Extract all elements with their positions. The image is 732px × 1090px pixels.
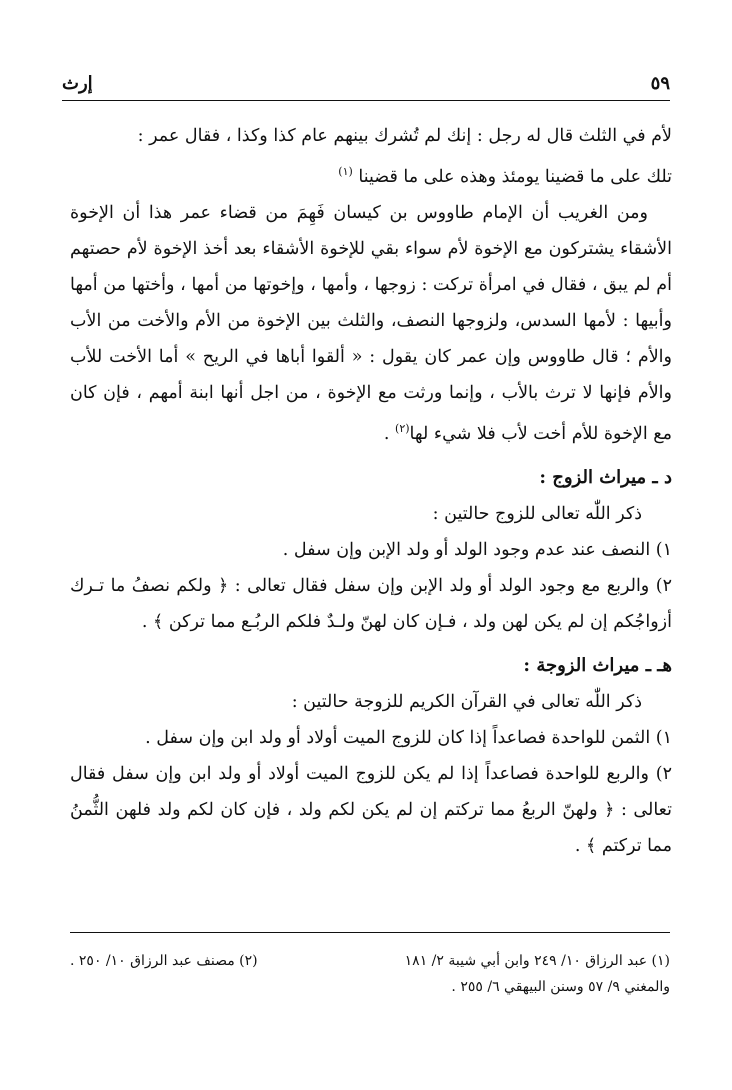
footnote-ref-1: (١) bbox=[338, 165, 353, 178]
page-header bbox=[62, 70, 670, 96]
running-title: إرث bbox=[62, 72, 93, 94]
paragraph-1-line-1: لأم في الثلث قال له رجل : إنك لم تُشرك بينهم عام كذا وكذا ، فقال عمر : bbox=[137, 126, 672, 146]
paragraph-2-end: . bbox=[383, 423, 396, 444]
main-text bbox=[70, 118, 672, 864]
footnote-divider bbox=[70, 932, 670, 933]
footnote-row-1 bbox=[70, 948, 670, 974]
footnote-1: (١) عبد الرزاق ١٠/ ٢٤٩ وابن أبي شيبة ٢/ ١٨١ bbox=[404, 953, 670, 969]
section-h-item-1: ١) الثمن للواحدة فصاعداً إذا كان للزوج الميت أولاد أو ولد ابن وإن سفل . bbox=[145, 727, 672, 748]
paragraph-1-line-2: تلك على ما قضينا يومئذ وهذه على ما قضينا bbox=[358, 166, 672, 187]
paragraph-2-text: ومن الغريب أن الإمام طاووس بن كيسان فَهِمَ من قضاء عمر هذا أن الإخوة الأشقاء يشتركون مع الإخوة لأم سواء بقي للإخوة الأشقاء بعد أخذ الإخوة لأم حصتهم أم لم يبق ، فقال في امرأة تركت : زوجها ، وأمها ، وإخوتها من أمها ، وأختها من أمها وأبيها : لأمها السدس، ولزوجها النصف، والثلث بين الإخوة من الأم والأخت من الأب والأم ؛ قال طاووس وإن عمر كان يقول : « ألقوا أباها في الريح » أما الأخت للأب والأم فإنها لا ترث بالأب ، وإنما ورثت مع الإخوة ، من اجل أنها ابنة أمهم ، فإن كان مع الإخوة للأم أخت لأب فلا شيء لها bbox=[70, 202, 672, 444]
footnote-ref-2: (٢) bbox=[395, 421, 410, 435]
section-d-intro: ذكر اللّٰه تعالى للزوج حالتين : bbox=[432, 503, 642, 524]
section-h-item-2: ٢) والربع للواحدة فصاعداً إذا لم يكن للزوج الميت أولاد أو ولد ابن وإن سفل فقال تعالى : ﴿ ولهنّ الربعُ مما تركتم إن لم يكن لكم ولد ، فإن كان لكم ولد فلهن الثُّمنُ مما تركتم ﴾ . bbox=[70, 763, 672, 856]
section-d-item-2: ٢) والربع مع وجود الولد أو ولد الإبن وإن سفل فقال تعالى : ﴿ ولكم نصفُ ما تـرك أزواجُكم إن لم يكن لهن ولد ، فـإن كان لهنّ ولـدٌ فلكم الربُـع مما تركن ﴾ . bbox=[70, 575, 672, 632]
section-d-heading: د ـ ميراث الزوج : bbox=[539, 466, 672, 488]
footnote-2: (٢) مصنف عبد الرزاق ١٠/ ٢٥٠ . bbox=[70, 953, 258, 969]
footnotes bbox=[70, 948, 670, 1000]
paragraph-2 bbox=[70, 195, 672, 452]
paragraph-1 bbox=[70, 118, 672, 195]
footnote-1-continuation: والمغني ٩/ ٥٧ وسنن البيهقي ٦/ ٢٥٥ . bbox=[451, 979, 670, 995]
page-number: ٥٩ bbox=[650, 72, 670, 94]
section-h-heading: هـ ـ ميراث الزوجة : bbox=[523, 654, 672, 676]
header-divider bbox=[62, 100, 670, 101]
section-h-intro: ذكر اللّٰه تعالى في القرآن الكريم للزوجة حالتين : bbox=[291, 691, 642, 712]
section-d-item-1: ١) النصف عند عدم وجود الولد أو ولد الإبن وإن سفل . bbox=[282, 539, 672, 560]
